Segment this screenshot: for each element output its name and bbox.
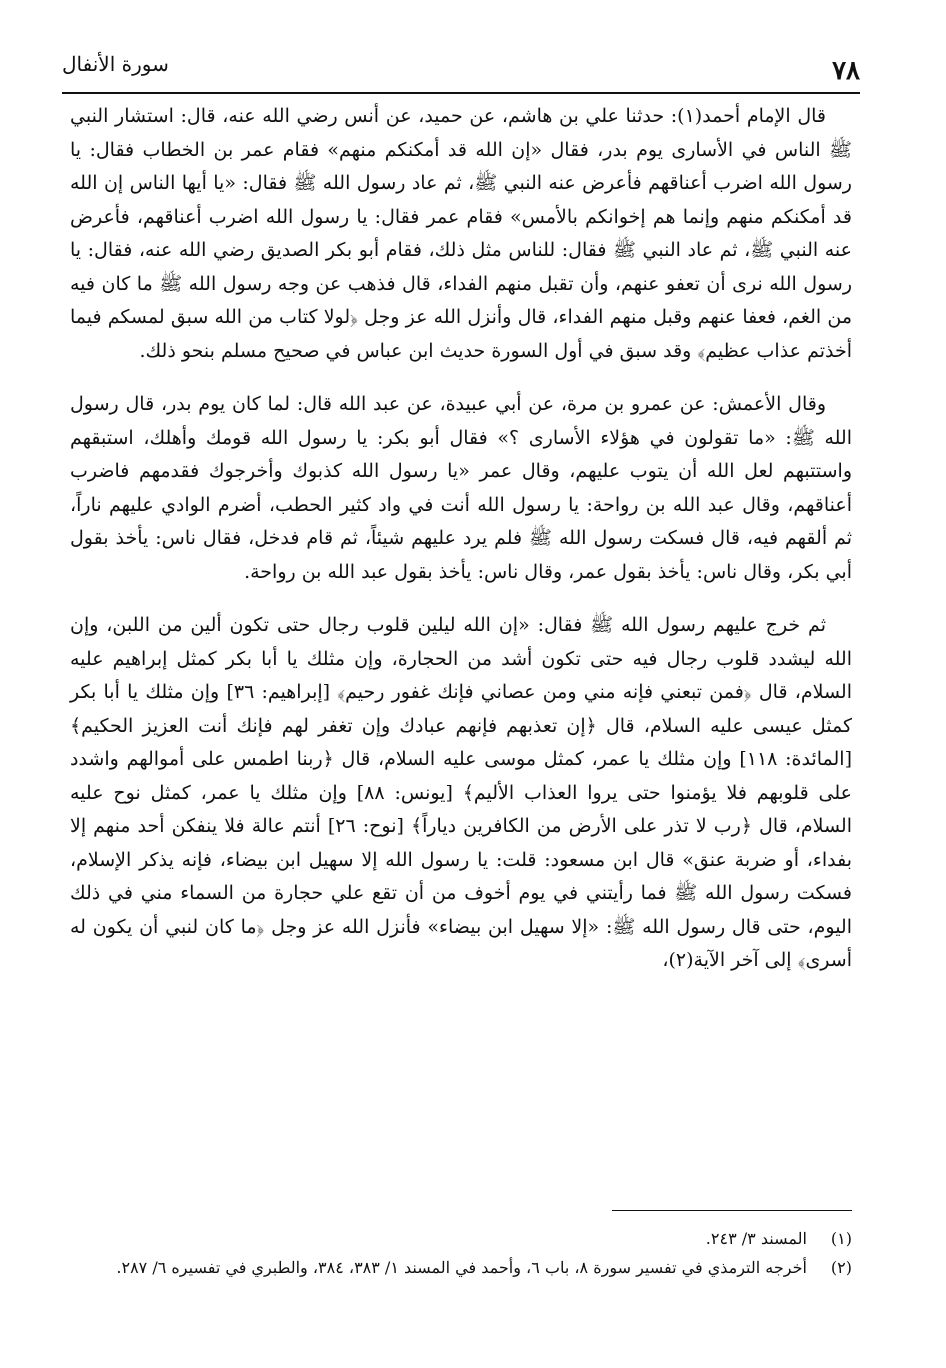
paragraph-1: قال الإمام أحمد(١): حدثنا علي بن هاشم، عن حميد، عن أنس رضي الله عنه، قال: استشار النبي ﷺ الناس في الأسارى يوم بدر، فقال «إن الله قد أمكنكم منهم» فقام عمر بن الخطاب فقال: يا رسول الله اضرب أعناقهم فأعرض عنه النبي ﷺ، ثم عاد رسول الله ﷺ فقال: «يا أيها الناس إن الله قد أمكنكم منهم وإنما هم إخوانكم بالأمس» فقام عمر فقال: يا رسول الله اضرب أعناقهم، فأعرض عنه النبي ﷺ، ثم عاد النبي ﷺ فقال: للناس مثل ذلك، فقام أبو بكر الصديق رضي الله عنه، فقال: يا رسول الله نرى أن تعفو عنهم، وأن تقبل منهم الفداء، قال فذهب عن وجه رسول الله ﷺ ما كان فيه من الغم، فعفا عنهم وقبل منهم الفداء، قال وأنزل الله عز وجل ﴿لولا كتاب من الله سبق لمسكم فيما أخذتم عذاب عظيم﴾ وقد سبق في أول السورة حديث ابن عباس في صحيح مسلم بنحو ذلك. (70, 105, 853, 362)
footnote-number: (٢) (830, 1258, 852, 1277)
paragraph-3: ثم خرج عليهم رسول الله ﷺ فقال: «إن الله ليلين قلوب رجال حتى تكون ألين من اللبن، وإن الله ليشدد قلوب رجال فيه حتى تكون أشد من الحجارة، وإن مثلك يا أبا بكر كمثل إبراهيم عليه السلام، قال ﴿فمن تبعني فإنه مني ومن عصاني فإنك غفور رحيم﴾ [إبراهيم: ٣٦] وإن مثلك يا أبا بكر كمثل عيسى عليه السلام، قال ﴿إن تعذبهم فإنهم عبادك وإن تغفر لهم فإنك أنت العزيز الحكيم﴾ [المائدة: ١١٨] وإن مثلك يا عمر، كمثل موسى عليه السلام، قال ﴿ربنا اطمس على أموالهم واشدد على قلوبهم فلا يؤمنوا حتى يروا العذاب الأليم﴾ [يونس: ٨٨] وإن مثلك يا عمر، كمثل نوح عليه السلام، قال ﴿رب لا تذر على الأرض من الكافرين دياراً﴾ [نوح: ٢٦] أنتم عالة فلا ينفكن أحد منهم إلا بفداء، أو ضربة عنق» قال ابن مسعود: قلت: يا رسول الله إلا سهيل ابن بيضاء، فإنه يذكر الإسلام، فسكت رسول الله ﷺ فما رأيتني في يوم أخوف من أن تقع علي حجارة من السماء مني في ذلك اليوم، حتى قال رسول الله ﷺ: «إلا سهيل ابن بيضاء» فأنزل الله عز وجل ﴿ما كان لنبي أن يكون له أسرى﴾ إلى آخر الآية(٢)، (70, 614, 853, 971)
footnote-2 (70, 1253, 852, 1282)
footnote-1 (70, 1224, 852, 1253)
footnote-text: أخرجه الترمذي في تفسير سورة ٨، باب ٦، وأحمد في المسند ١/ ٣٨٣، ٣٨٤، والطبري في تفسيره ٦/ ٢٨٧. (116, 1258, 807, 1277)
footnote-text: المسند ٣/ ٢٤٣. (705, 1229, 807, 1248)
running-header-title: سورة الأنفال (62, 52, 169, 76)
footnotes (70, 1224, 852, 1282)
footnote-number: (١) (830, 1229, 852, 1248)
header-rule (62, 92, 860, 94)
main-text (70, 100, 852, 998)
paragraph-2: وقال الأعمش: عن عمرو بن مرة، عن أبي عبيدة، عن عبد الله قال: لما كان يوم بدر، قال رسول الله ﷺ: «ما تقولون في هؤلاء الأسارى ؟» فقال أبو بكر: يا رسول الله قومك وأهلك، استبقهم واستتبهم لعل الله أن يتوب عليهم، وقال عمر «يا رسول الله كذبوك وأخرجوك فقدمهم فاضرب أعناقهم، وقال عبد الله بن رواحة: يا رسول الله أنت في واد كثير الحطب، أضرم الوادي عليهم ناراً، ثم ألقهم فيه، قال فسكت رسول الله ﷺ فلم يرد عليهم شيئاً، ثم قام فدخل، فقال ناس: يأخذ بقول أبي بكر، وقال ناس: يأخذ بقول عمر، وقال ناس: يأخذ بقول عبد الله بن رواحة. (70, 393, 852, 583)
footnote-rule (612, 1210, 852, 1211)
page-number: ٧٨ (832, 56, 860, 86)
